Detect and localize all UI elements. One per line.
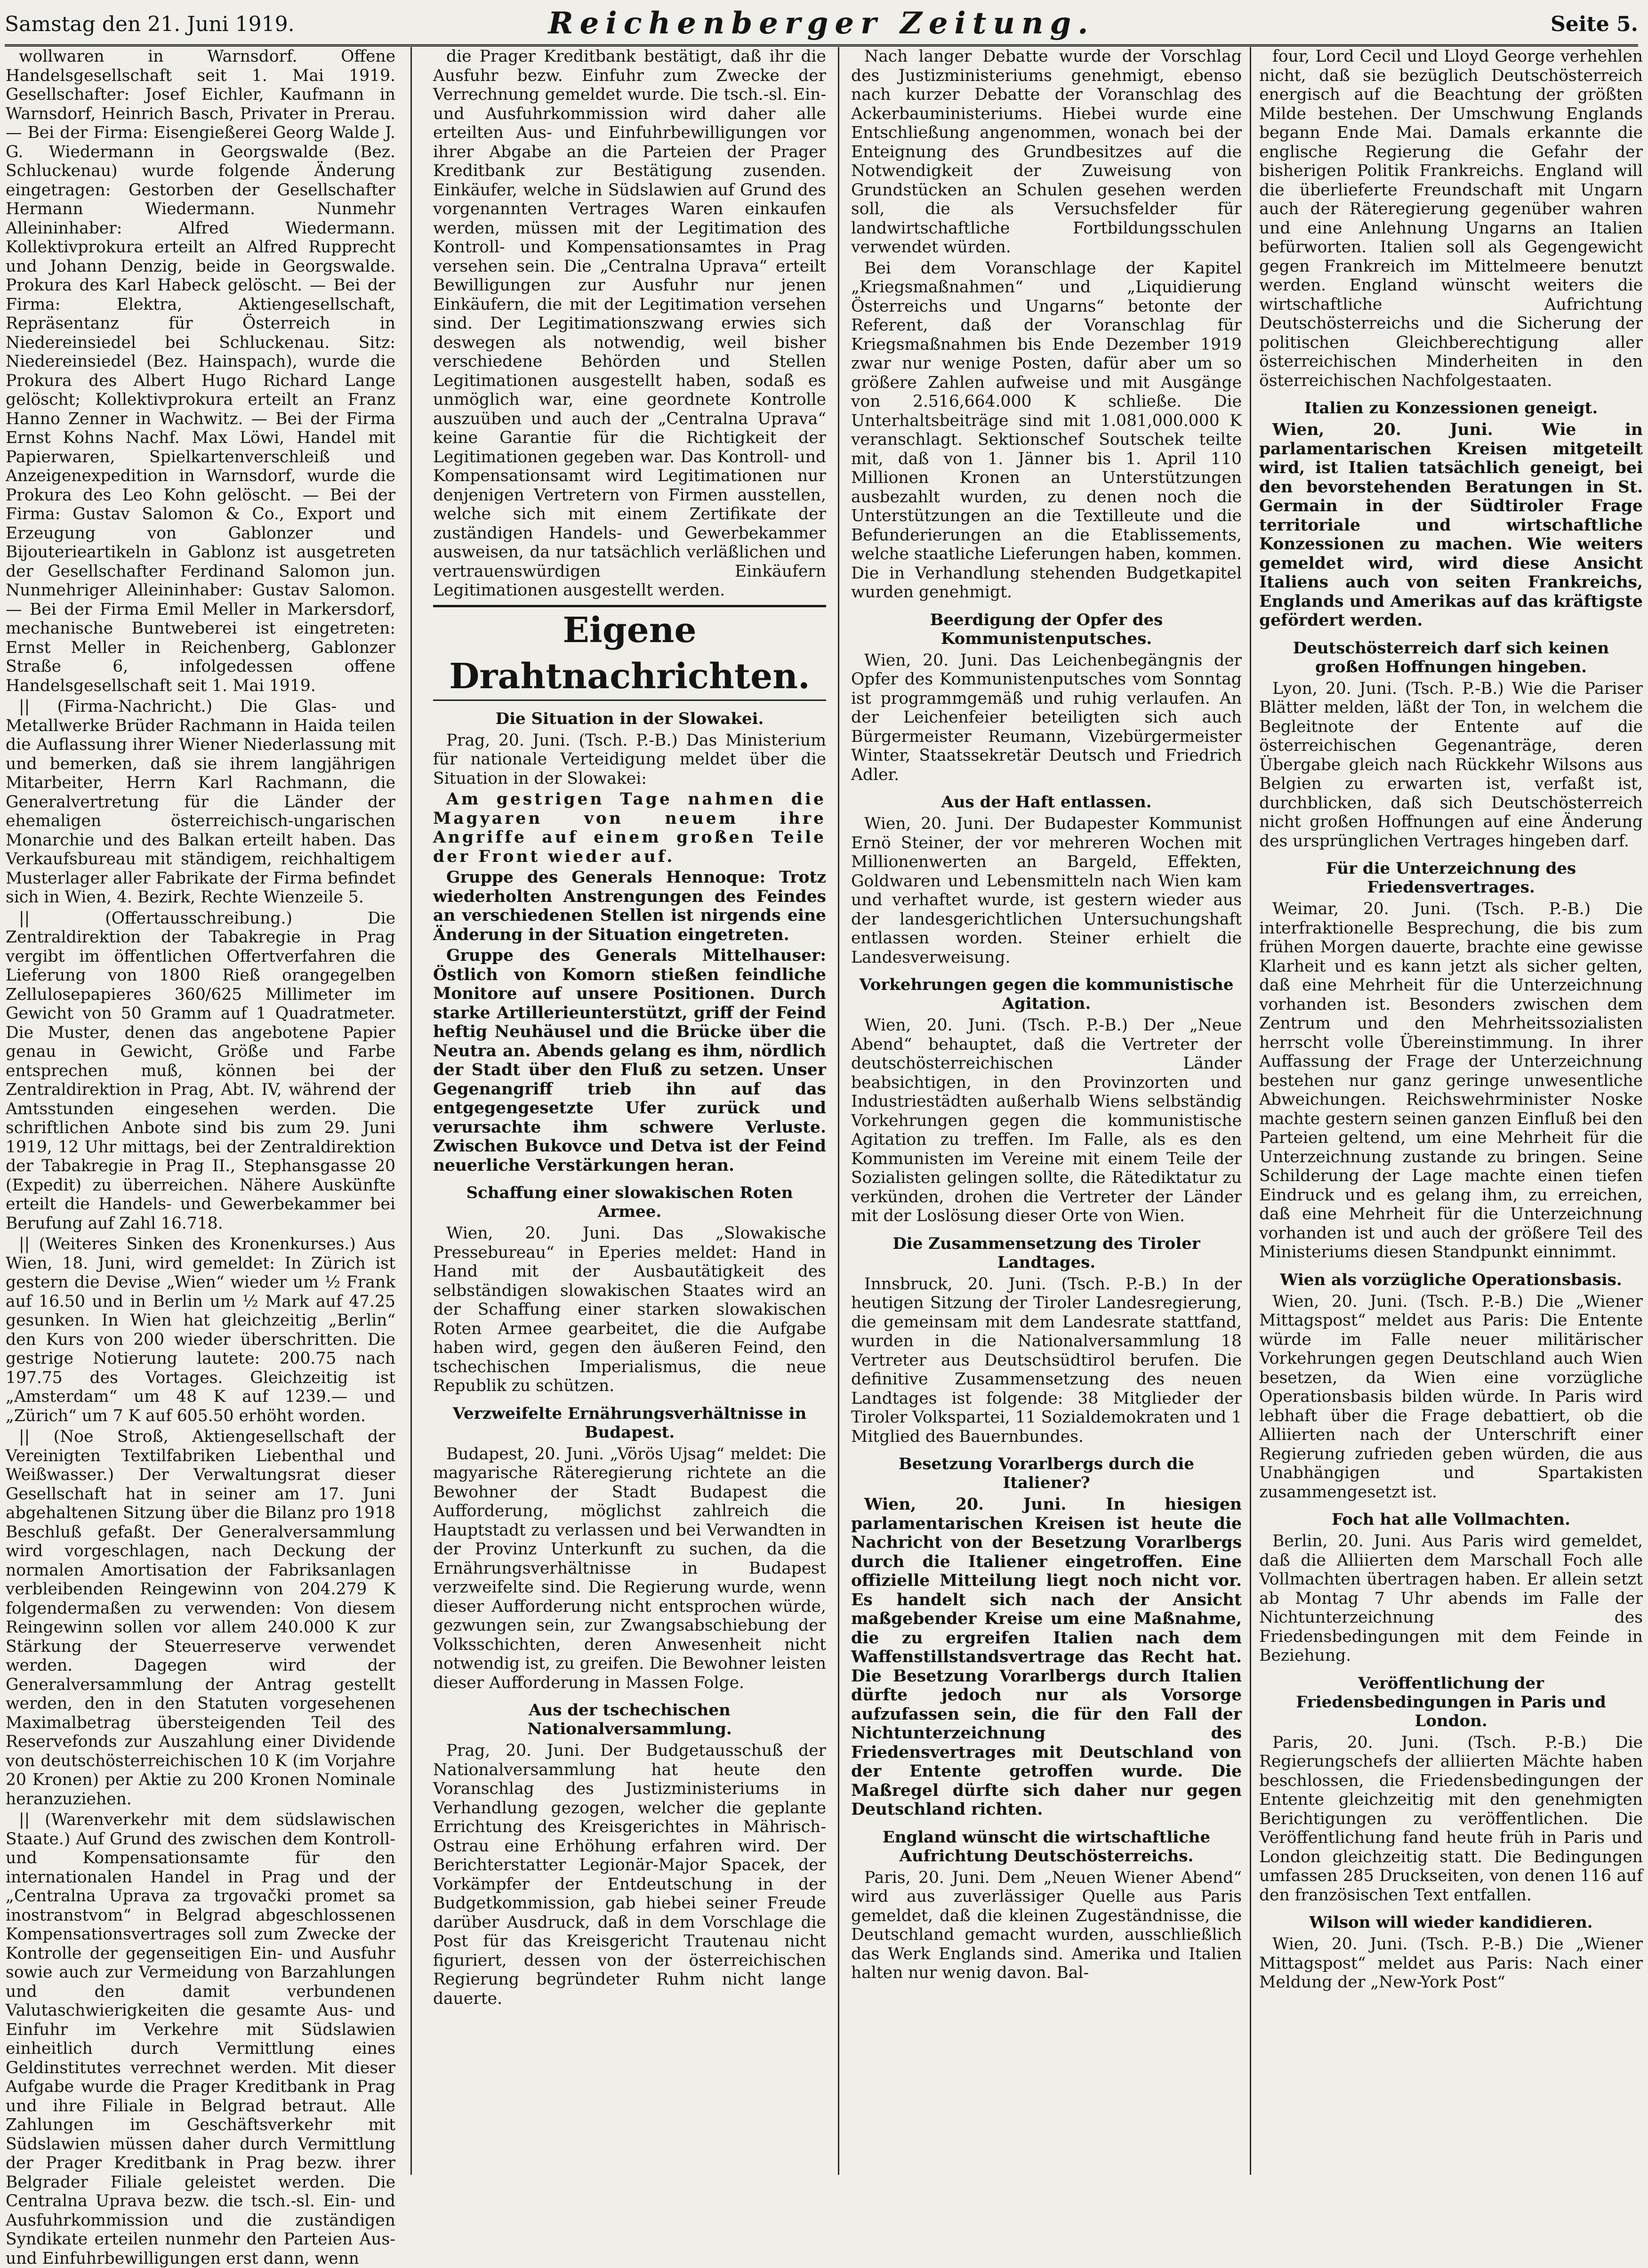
article-paragraph: Wien, 20. Juni. Der Budapester Kommunist Ernö Steiner, der vor mehreren Wochen mit Millionenwerten an Bargeld, Effekten, Goldwaren und Lebensmitteln nach Wien kam und verhaftet wurde, ist gestern wieder aus der landesgerichtlichen Untersuchungshaft entlassen worden. Steiner erhielt die Landesverweisung. (851, 814, 1242, 967)
article-paragraph: || (Offertausschreibung.) Die Zentraldirektion der Tabakregie in Prag vergibt im öffentlichen Offertverfahren die Lieferung von 1800 Rieß orangegelben Zellulosepapieres 360/625 Millimeter im Gewicht von 50 Gramm auf 1 Quadratmeter. Die Muster, denen das angebotene Papier genau in Gewicht, Größe und Farbe entsprechen muß, können bei der Zentraldirektion in Prag, Abt. IV, während der Amtsstunden eingesehen werden. Die schriftlichen Anbote sind bis zum 29. Juni 1919, 12 Uhr mittags, bei der Zentraldirektion der Tabakregie in Prag II., Stephansgasse 20 (Expedit) zu überreichen. Nähere Auskünfte erteilt die Handels- und Gewerbekammer bei Berufung auf Zahl 16.718. (6, 909, 395, 1233)
article-paragraph: Gruppe des Generals Mittelhauser: Östlich von Komorn stießen feindliche Monitore auf unsere Positionen. Durch starke Artillerieunterstützt, griff der Feind heftig Neuhäusel und die Brücke über die Neutra an. Abends gelang es ihm, nördlich der Stadt über den Fluß zu setzen. Unser Gegenangriff trieb ihn auf das entgegengesetzte Ufer zurück und verursachte ihm schwere Verluste. Zwischen Bukovce und Detva ist der Feind neuerliche Verstärkungen heran. (433, 946, 826, 1175)
article-headline: Beerdigung der Opfer des Kommunistenputsches. (930, 610, 1163, 648)
article-paragraph: Wien, 20. Juni. In hiesigen parlamentarischen Kreisen ist heute die Nachricht von der Besetzung Vorarlbergs durch die Italiener eingetroffen. Eine offizielle Mitteilung liegt noch nicht vor. Es handelt sich nach der Ansicht maßgebender Kreise um eine Maßnahme, die zu ergreifen Italien nach dem Waffenstillstandsvertrage das Recht hat. Die Besetzung Vorarlbergs durch Italien dürfte jedoch nur als Vorsorge aufzufassen sein, die für den Fall der Nichtunterzeichnung des Friedensvertrages mit Deutschland von der Entente getroffen wurde. Die Maßregel dürfte sich daher nur gegen Deutschland richten. (851, 1495, 1242, 1819)
article-headline: Die Situation in der Slowakei. (495, 709, 764, 728)
article-paragraph: Budapest, 20. Juni. „Vörös Ujsag“ meldet: Die magyarische Räteregierung richtete an die Bewohner der Stadt Budapest die Aufforderung, möglichst zahlreich die Hauptstadt zu verlassen und bei Verwandten in der Provinz Unterkunft zu suchen, da die Ernährungsverhältnisse in Budapest verzweifelte sind. Die Regierung wurde, wenn dieser Aufforderung nicht entsprochen würde, gezwungen sein, zur Zwangsabschiebung der Volksschichten, deren Anwesenheit nicht notwendig ist, zu greifen. Die Bewohner leisten dieser Aufforderung in Massen Folge. (433, 1444, 826, 1692)
article-headline: Foch hat alle Vollmachten. (1332, 1510, 1570, 1529)
article-paragraph: die Prager Kreditbank bestätigt, daß ihr die Ausfuhr bezw. Einfuhr zum Zwecke der Verrechnung gemeldet wurde. Die tsch.-sl. Ein- und Ausfuhrkommission wird daher alle erteilten Aus- und Einfuhrbewilligungen vor ihrer Abgabe an die Parteien der Prager Kreditbank zur Bestätigung zusenden. Einkäufer, welche in Südslawien auf Grund des vorgenannten Vertrages Waren einkaufen werden, müssen mit der Legitimation des Kontroll- und Kompensationsamtes in Prag versehen sein. Die „Centralna Uprava“ erteilt Bewilligungen zur Ausfuhr nur jenen Einkäufern, die mit der Legitimation versehen sind. Der Legitimationszwang erwies sich deswegen als notwendig, weil bisher verschiedene Behörden und Stellen Legitimationen ausgestellt haben, sodaß es unmöglich war, eine geordnete Kontrolle auszuüben und auch der „Centralna Uprava“ keine Garantie für die Richtigkeit der Legitimationen gegeben war. Das Kontroll- und Kompensationsamt wird Legitimationen nur denjenigen Vertretern von Firmen ausstellen, welche sich mit einem Zertifikate der zuständigen Handels- und Gewerbekammer ausweisen, da nur tatsächlich verläßlichen und vertrauenswürdigen Einkäufern Legitimationen ausgestellt werden. (433, 47, 826, 600)
article-headline: Wien als vorzügliche Operationsbasis. (1280, 1270, 1622, 1289)
article-headline: Für die Unterzeichnung des Friedensvertrages. (1326, 859, 1576, 897)
article-headline: Wilson will wieder kandidieren. (1309, 1913, 1593, 1932)
article-headline: Verzweifelte Ernährungsverhältnisse in Budapest. (452, 1404, 807, 1442)
article-paragraph: Berlin, 20. Juni. Aus Paris wird gemeldet, daß die Alliierten dem Marschall Foch alle Vollmachten übertragen haben. Er allein setzt ab Montag 7 Uhr abends im Falle der Nichtunterzeichnung des Friedensbedingungen mit dem Feinde in Beziehung. (1259, 1532, 1643, 1665)
column-4 (1259, 47, 1643, 2175)
article-paragraph: Nach langer Debatte wurde der Vorschlag des Justizministeriums genehmigt, ebenso nach kurzer Debatte der Voranschlag des Ackerbauministeriums. Hiebei wurde eine Entschließung angenommen, wonach bei der Enteignung des Grundbesitzes auf die Notwendigkeit der Zuweisung von Grundstücken an Schulen gesehen werden soll, die als Versuchsfelder für landwirtschaftliche Fortbildungsschulen verwendet würden. (851, 47, 1242, 257)
newspaper-title: Reichenberger Zeitung. (548, 6, 1095, 41)
masthead (5, 4, 1638, 47)
article-headline: Veröffentlichung der Friedensbedingungen in Paris und London. (1296, 1673, 1606, 1730)
column-rule (1250, 47, 1251, 2175)
article-paragraph: Wien, 20. Juni. Wie in parlamentarischen Kreisen mitgeteilt wird, ist Italien tatsächlich geneigt, bei den bevorstehenden Beratungen in St. Germain in der Südtiroler Frage territoriale und wirtschaftliche Konzessionen zu machen. Wie weiters gemeldet wird, wird diese Ansicht Italiens auch von seiten Frankreichs, Englands und Amerikas auf das kräftigste gefördert werden. (1259, 420, 1643, 630)
column-1 (6, 47, 395, 2268)
column-2 (433, 47, 826, 2175)
article-paragraph: || (Noe Stroß, Aktiengesellschaft der Vereinigten Textilfabriken Liebenthal und Weißwasser.) Der Verwaltungsrat dieser Gesellschaft hat in seiner am 17. Juni abgehaltenen Sitzung über die Bilanz pro 1918 Beschluß gefaßt. Der Generalversammlung wird vorgeschlagen, nach Deckung der normalen Amortisation der Fabriksanlagen verbleibenden Reingewinn von 204.279 K folgendermaßen zu verwenden: Von diesem Reingewinn sollen vor allem 240.000 K zur Stärkung der Steuerreserve verwendet werden. Dagegen wird der Generalversammlung der Antrag gestellt werden, den in den Statuten vorgesehenen Maximalbetrag übersteigenden Teil des Reservefonds zur Auszahlung einer Dividende von deutschösterreichischen 10 K (im Vorjahre 20 Kronen) per Aktie zu 200 Kronen Nominale heranzuziehen. (6, 1427, 395, 1809)
article-headline: England wünscht die wirtschaftliche Aufrichtung Deutschösterreichs. (882, 1827, 1211, 1866)
section-heading: Eigene Drahtnachrichten. (433, 605, 826, 701)
article-headline: Besetzung Vorarlbergs durch die Italiener? (899, 1455, 1194, 1492)
article-paragraph: Bei dem Voranschlage der Kapitel „Kriegsmaßnahmen“ und „Liquidierung Österreichs und Ungarns“ betonte der Referent, daß der Voranschlag für Kriegsmaßnahmen bis Ende Dezember 1919 zwar nur wenige Posten, dafür aber um so größere Zahlen aufweise und mit Ausgänge von 2.516,664.000 K schließe. Die Unterhaltsbeiträge sind mit 1.081,000.000 K veranschlagt. Sektionschef Soutschek teilte mit, daß von 1. Jänner bis 1. April 110 Millionen Kronen an Unterstützungen ausbezahlt wurden, zu denen noch die Unterstützungen an die Textilleute und die Befunderierungen an die Etablissements, welche staatliche Lieferungen haben, kommen. Die in Verhandlung stehenden Budgetkapitel wurden genehmigt. (851, 258, 1242, 602)
article-paragraph: Wien, 20. Juni. (Tsch. P.-B.) Der „Neue Abend“ behauptet, daß die Vertreter der deutschösterreichischen Länder beabsichtigen, in den Provinzorten und Industriestädten außerhalb Wiens selbständig Vorkehrungen gegen die kommunistische Agitation zu treffen. Im Falle, als es den Kommunisten im Vereine mit einem Teile der Sozialisten gelingen sollte, die Rätediktatur zu verkünden, drohen die Vertreter der Länder mit der Loslösung dieser Orte von Wien. (851, 1016, 1242, 1225)
article-paragraph: Weimar, 20. Juni. (Tsch. P.-B.) Die interfraktionelle Besprechung, die bis zum frühen Morgen dauerte, brachte eine gewisse Klarheit und es kann jetzt als sicher gelten, daß eine Mehrheit für die Unterzeichnung vorhanden ist. Besonders zwischen dem Zentrum und den Mehrheitssozialisten herrscht volle Übereinstimmung. In ihrer Auffassung der Frage der Unterzeichnung bestehen nur ganz geringe unwesentliche Abweichungen. Reichswehrminister Noske machte gestern seinen ganzen Einfluß bei den Parteien geltend, um eine Mehrheit für die Unterzeichnung zustande zu bringen. Seine Schilderung der Lage machte einen tiefen Eindruck und es gelang ihm, zu erreichen, daß eine Mehrheit für die Unterzeichnung vorhanden ist und auch der größere Teil des Ministeriums diesen Standpunkt einnimmt. (1259, 900, 1643, 1262)
article-paragraph: Innsbruck, 20. Juni. (Tsch. P.-B.) In der heutigen Sitzung der Tiroler Landesregierung, die gemeinsam mit dem Landesrate stattfand, wurden in die Nationalversammlung 18 Vertreter aus Deutschsüdtirol berufen. Die definitive Zusammensetzung des neuen Landtages ist folgende: 38 Mitglieder der Tiroler Volkspartei, 11 Sozialdemokraten und 1 Mitglied des Bauernbundes. (851, 1274, 1242, 1446)
article-paragraph: || (Firma-Nachricht.) Die Glas- und Metallwerke Brüder Rachmann in Haida teilen die Auflassung ihrer Wiener Niederlassung mit und bemerken, daß sie ihrem langjährigen Mitarbeiter, Herrn Karl Rachmann, die Generalvertretung für die Länder der ehemaligen österreichisch-ungarischen Monarchie und des Balkan erteilt haben. Das Verkaufsbureau mit ständigem, reichhaltigem Musterlager aller Fabrikate der Firma befindet sich in Wien, 4. Bezirk, Rechte Wienzeile 5. (6, 697, 395, 907)
article-headline: Die Zusammensetzung des Tiroler Landtages. (892, 1234, 1200, 1272)
article-headline: Aus der Haft entlassen. (941, 793, 1152, 812)
article-paragraph: Am gestrigen Tage nahmen die Magyaren von neuem ihre Angriffe auf einem großen Teile der Front wieder auf. (433, 790, 826, 866)
article-headline: Vorkehrungen gegen die kommunistische Agitation. (859, 975, 1234, 1013)
article-paragraph: Wien, 20. Juni. Das Leichenbegängnis der Opfer des Kommunistenputsches vom Sonntag ist programmgemäß und ruhig verlaufen. An der Leichenfeier beteiligten sich auch Bürgermeister Reumann, Vizebürgermeister Winter, Staatssekretär Deutsch und Friedrich Adler. (851, 651, 1242, 784)
article-paragraph: Gruppe des Generals Hennoque: Trotz wiederholten Anstrengungen des Feindes an verschiedenen Stellen ist nirgends eine Änderung in der Situation eingetreten. (433, 868, 826, 944)
article-paragraph: Prag, 20. Juni. (Tsch. P.-B.) Das Ministerium für nationale Verteidigung meldet über die Situation in der Slowakei: (433, 731, 826, 788)
column-rule (410, 47, 412, 2175)
article-paragraph: Paris, 20. Juni. Dem „Neuen Wiener Abend“ wird aus zuverlässiger Quelle aus Paris gemeldet, daß die kleinen Zugeständnisse, die Deutschland gemacht wurden, ausschließlich das Werk Englands sind. Amerika und Italien halten nur wenig davon. Bal- (851, 1868, 1242, 1982)
issue-date: Samstag den 21. Juni 1919. (5, 12, 295, 36)
article-headline: Aus der tschechischen Nationalversammlung. (527, 1701, 732, 1738)
article-paragraph: Wien, 20. Juni. (Tsch. P.-B.) Die „Wiener Mittagspost“ meldet aus Paris: Nach einer Meldung der „New-York Post“ (1259, 1935, 1643, 1992)
article-headline: Italien zu Konzessionen geneigt. (1304, 399, 1598, 418)
article-paragraph: Wien, 20. Juni. (Tsch. P.-B.) Die „Wiener Mittagspost“ meldet aus Paris: Die Entente würde im Falle neuer militärischer Vorkehrungen gegen Deutschland auch Wien besetzen, da Wien eine vorzügliche Operationsbasis bilden würde. In Paris wird lebhaft über die Frage debattiert, ob die Alliierten nach der Unterschrift einer Regierung zufrieden geben würden, die aus Unabhängigen und Spartakisten zusammengesetzt ist. (1259, 1292, 1643, 1502)
article-paragraph: || (Weiteres Sinken des Kronenkurses.) Aus Wien, 18. Juni, wird gemeldet: In Zürich ist gestern die Devise „Wien“ wieder um ½ Frank auf 16.50 und in Berlin um ½ Mark auf 47.25 gesunken. In Wien hat gleichzeitig „Berlin“ den Kurs von 200 wieder überschritten. Die gestrige Notierung lautete: 200.75 nach 197.75 des Vortages. Gleichzeitig ist „Amsterdam“ um 48 K auf 1239.— und „Zürich“ um 7 K auf 605.50 erhöht worden. (6, 1235, 395, 1425)
article-paragraph: wollwaren in Warnsdorf. Offene Handelsgesellschaft seit 1. Mai 1919. Gesellschafter: Josef Eichler, Kaufmann in Warnsdorf, Heinrich Basch, Privater in Prerau. — Bei der Firma: Eisengießerei Georg Walde J. G. Wiedermann in Georgswalde (Bez. Schluckenau) wurde folgende Änderung eingetragen: Gestorben der Gesellschafter Hermann Wiedermann. Nunmehr Alleininhaber: Alfred Wiedermann. Kollektivprokura erteilt an Alfred Rupprecht und Johann Denzig, beide in Georgswalde. Prokura des Karl Habeck gelöscht. — Bei der Firma: Elektra, Aktiengesellschaft, Repräsentanz für Österreich in Niedereinsiedel bei Schluckenau. Sitz: Niedereinsiedel (Bez. Hainspach), wurde die Prokura des Albert Hugo Richard Lange gelöscht; Kollektivprokura erteilt an Franz Hanno Zenner in Wachwitz. — Bei der Firma Ernst Kohns Nachf. Max Löwi, Handel mit Papierwaren, Spielkartenverschleiß und Anzeigenexpedition in Warnsdorf, wurde die Prokura des Leo Kohn gelöscht. — Bei der Firma: Gustav Salomon & Co., Export und Erzeugung von Gablonzer und Bijouterieartikeln in Gablonz ist ausgetreten der Gesellschafter Ferdinand Salomon jun. Nunmehriger Alleininhaber: Gustav Salomon. — Bei der Firma Emil Meller in Markersdorf, mechanische Buntweberei ist eingetreten: Ernst Meller in Reichenberg, Gablonzer Straße 6, infolgedessen offene Handelsgesellschaft seit 1. Mai 1919. (6, 47, 395, 695)
article-paragraph: Prag, 20. Juni. Der Budgetausschuß der Nationalversammlung hat heute den Voranschlag des Justizministeriums in Verhandlung gezogen, welcher die geplante Errichtung des Kreisgerichtes in Mährisch-Ostrau eine Erhöhung erfahren wird. Der Berichterstatter Legionär-Major Spacek, der Vorkämpfer der Entdeutschung in der Budgetkommission, gab hiebei seiner Freude darüber Ausdruck, daß in dem Vorschlage die Post für das Kreisgericht Trautenau nicht figuriert, dessen von der österreichischen Regierung begründeter Ruhm nicht lange dauerte. (433, 1741, 826, 2008)
article-paragraph: || (Warenverkehr mit dem südslawischen Staate.) Auf Grund des zwischen dem Kontroll- und Kompensationsamte für den internationalen Handel in Prag und der „Centralna Uprava za trgovački promet sa inostranstvom“ in Belgrad abgeschlossenen Kompensationsvertrages soll zum Zwecke der Kontrolle der gegenseitigen Ein- und Ausfuhr sowie auch zur Vermeidung von Barzahlungen und den damit verbundenen Valutaschwierigkeiten die gesamte Aus- und Einfuhr im Verkehre mit Südslawien einheitlich durch Vermittlung eines Geldinstitutes verrechnet werden. Mit dieser Aufgabe wurde die Prager Kreditbank in Prag und ihre Filiale in Belgrad betraut. Alle Zahlungen im Geschäftsverkehr mit Südslawien müssen daher durch Vermittlung der Prager Kreditbank in Prag bezw. ihrer Belgrader Filiale geleistet werden. Die Centralna Uprava bezw. die tsch.-sl. Ein- und Ausfuhrkommission und die zuständigen Syndikate erteilen nunmehr den Parteien Aus- und Einfuhrbewilligungen erst dann, wenn (6, 1810, 395, 2268)
article-headline: Schaffung einer slowakischen Roten Armee. (466, 1183, 793, 1221)
page-number: Seite 5. (1550, 12, 1638, 36)
column-3 (851, 47, 1242, 2175)
article-paragraph: four, Lord Cecil und Lloyd George verhehlen nicht, daß sie bezüglich Deutschösterreich energisch auf die Beachtung der größten Milde bestehen. Der Umschwung Englands begann Ende Mai. Damals erkannte die englische Regierung die Gefahr der bisherigen Politik Frankreichs. England will die überlieferte Freundschaft mit Ungarn auch der Räteregierung gegenüber wahren und eine Anlehnung Ungarns an Italien befürworten. Italien soll als Gegengewicht gegen Frankreich im Mittelmeere benutzt werden. England wünscht weiters die wirtschaftliche Aufrichtung Deutschösterreichs und die Sicherung der politischen Gleichberechtigung aller österreichischen Minderheiten in den österreichischen Nachfolgestaaten. (1259, 47, 1643, 390)
article-paragraph: Lyon, 20. Juni. (Tsch. P.-B.) Wie die Pariser Blätter melden, läßt der Ton, in welchem die Begleitnote der Entente auf die österreichischen Gegenanträge, deren Übergabe gleich nach Rückkehr Wilsons aus Belgien zu erwarten ist, verfaßt ist, durchblicken, daß sich Deutschösterreich nicht großen Hoffnungen auf eine Änderung des ursprünglichen Vertrages hingeben darf. (1259, 679, 1643, 851)
article-paragraph: Wien, 20. Juni. Das „Slowakische Pressebureau“ in Eperies meldet: Hand in Hand mit der Ausbautätigkeit des selbständigen slowakischen Staates wird an der Schaffung einer starken slowakischen Roten Armee gearbeitet, die die Aufgabe haben wird, gegen den äußeren Feind, den tschechischen Imperialismus, die neue Republik zu schützen. (433, 1224, 826, 1395)
article-headline: Deutschösterreich darf sich keinen großen Hoffnungen hingeben. (1293, 638, 1609, 676)
column-rule (838, 47, 839, 2175)
article-paragraph: Paris, 20. Juni. (Tsch. P.-B.) Die Regierungschefs der alliierten Mächte haben beschlossen, die Friedensbedingungen der Entente gleichzeitig mit den genehmigten Berichtigungen zu veröffentlichen. Die Veröffentlichung fand heute früh in Paris und London gleichzeitig statt. Die Bedingungen umfassen 285 Druckseiten, von denen 116 auf den französischen Text entfallen. (1259, 1733, 1643, 1905)
